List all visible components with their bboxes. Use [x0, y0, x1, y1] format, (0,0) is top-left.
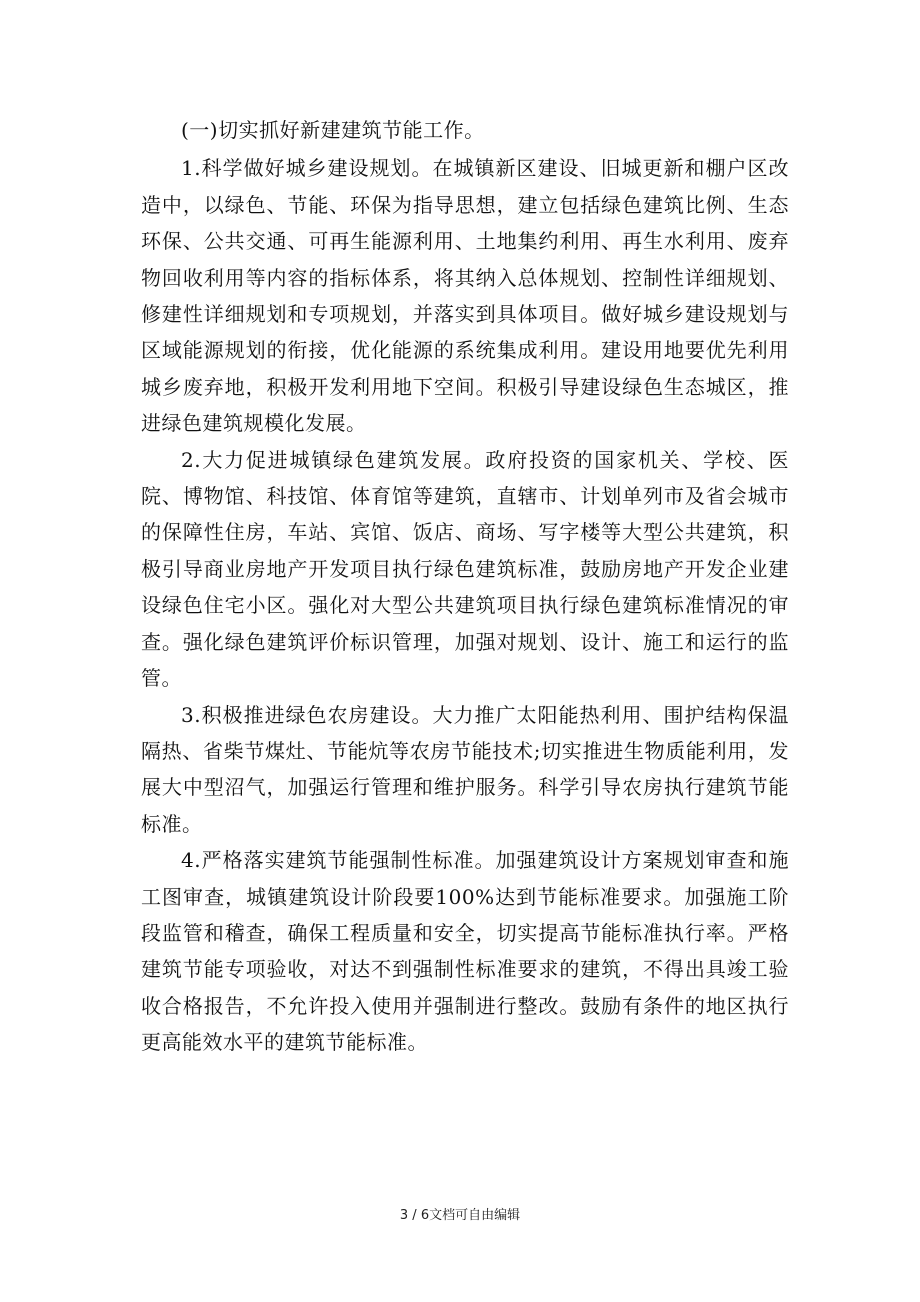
paragraph-4: 4.严格落实建筑节能强制性标准。加强建筑设计方案规划审查和施工图审查，城镇建筑设计阶段要100%达到节能标准要求。加强施工阶段监管和稽查，确保工程质量和安全，切实提高节能标准执行率。严格建筑节能专项验收，对达不到强制性标准要求的建筑，不得出具竣工验收合格报告，不允许投入使用并强制进行整改。鼓励有条件的地区执行更高能效水平的建筑节能标准。: [141, 848, 789, 1055]
paragraph-1: 1.科学做好城乡建设规划。在城镇新区建设、旧城更新和棚户区改造中，以绿色、节能、环保为指导思想，建立包括绿色建筑比例、生态环保、公共交通、可再生能源利用、土地集约利用、再生水利用、废弃物回收利用等内容的指标体系，将其纳入总体规划、控制性详细规划、修建性详细规划和专项规划，并落实到具体项目。做好城乡建设规划与区域能源规划的衔接，优化能源的系统集成利用。建设用地要优先利用城乡废弃地，积极开发利用地下空间。积极引导建设绿色生态城区，推进绿色建筑规模化发展。: [141, 156, 789, 436]
section-heading: (一)切实抓好新建建筑节能工作。: [181, 118, 485, 142]
page-footer: 3 / 6文档可自由编辑: [399, 1208, 521, 1223]
document-body: [141, 112, 789, 1061]
paragraph-3: 3.积极推进绿色农房建设。大力推广太阳能热利用、围护结构保温隔热、省柴节煤灶、节能炕等农房节能技术;切实推进生物质能利用，发展大中型沼气，加强运行管理和维护服务。科学引导农房执行建筑节能标准。: [141, 702, 789, 836]
paragraph-2: 2.大力促进城镇绿色建筑发展。政府投资的国家机关、学校、医院、博物馆、科技馆、体育馆等建筑，直辖市、计划单列市及省会城市的保障性住房，车站、宾馆、饭店、商场、写字楼等大型公共建筑，积极引导商业房地产开发项目执行绿色建筑标准，鼓励房地产开发企业建设绿色住宅小区。强化对大型公共建筑项目执行绿色建筑标准情况的审查。强化绿色建筑评价标识管理，加强对规划、设计、施工和运行的监管。: [141, 447, 789, 691]
